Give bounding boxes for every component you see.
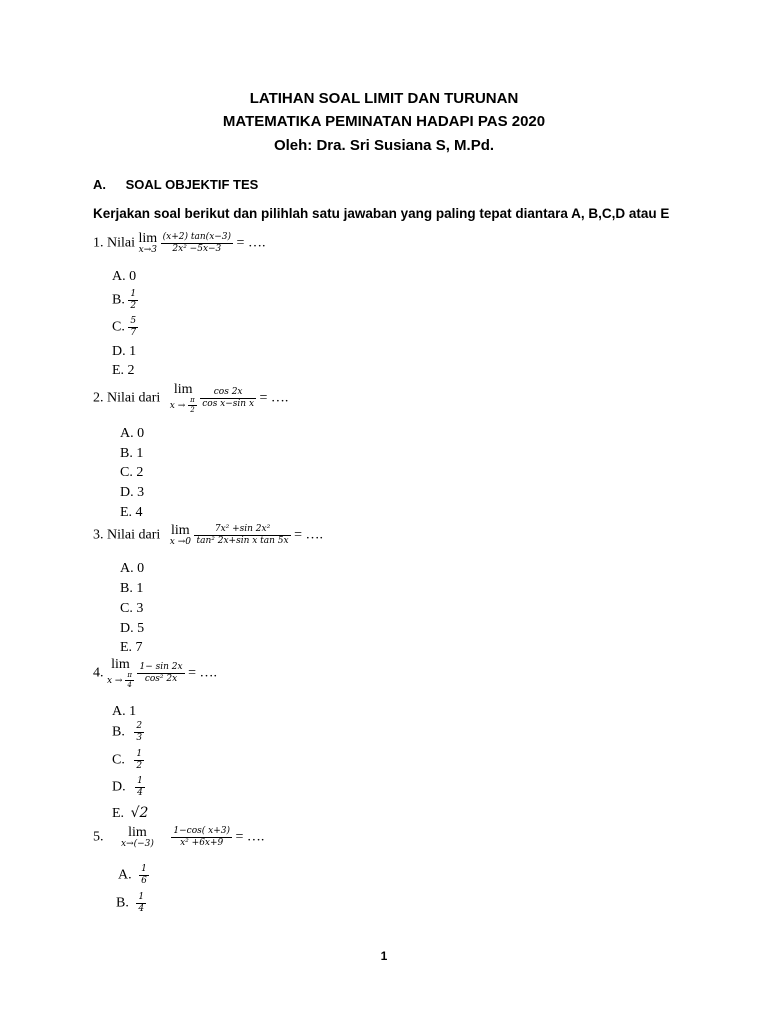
- section-letter: A.: [93, 177, 106, 192]
- fraction: $\frac{1}{4}$: [138, 892, 145, 914]
- option-d: D. 1: [112, 344, 137, 359]
- question-5-prefix: 5.: [93, 829, 104, 845]
- option-a: A. 1: [112, 704, 137, 719]
- question-5-tail: = ….: [235, 829, 265, 845]
- question-1-tail: = ….: [236, 235, 266, 251]
- option-a: A. 0: [112, 269, 137, 284]
- question-2-prefix: 2. Nilai dari: [93, 390, 161, 406]
- limit-operator: lim x → $\frac{\pi}{2}$: [169, 382, 195, 414]
- section-heading: [93, 177, 258, 192]
- option-c: C. $\frac{5}{7}$: [112, 316, 137, 338]
- doc-title-line-1: LATIHAN SOAL LIMIT DAN TURUNAN: [249, 90, 519, 107]
- option-b: B. 1: [120, 581, 144, 596]
- option-c: C. $\frac{1}{2}$: [112, 749, 143, 771]
- option-c: C. 2: [120, 465, 144, 480]
- fraction: $\frac{1}{2}$: [136, 749, 143, 771]
- limit-operator: lim x → $\frac{\pi}{4}$: [107, 657, 132, 689]
- fraction: $\frac{1}{6}$: [141, 864, 147, 886]
- question-1: [93, 232, 265, 255]
- question-5: [93, 826, 264, 849]
- sqrt-value: √2: [130, 805, 149, 821]
- option-d: D. 3: [120, 485, 145, 500]
- question-4-tail: = ….: [188, 665, 217, 681]
- page-number: 1: [380, 949, 388, 963]
- option-e: E. 7: [120, 640, 143, 655]
- option-b: B. $\frac{1}{2}$: [112, 289, 137, 311]
- question-2-tail: = ….: [259, 390, 289, 406]
- option-d: D. 5: [120, 621, 145, 636]
- option-e: E. √2: [112, 805, 149, 821]
- question-3-prefix: 3. Nilai dari: [93, 527, 161, 543]
- option-a: A. 0: [120, 426, 145, 441]
- section-title: SOAL OBJEKTIF TES: [125, 177, 259, 192]
- option-d: D. $\frac{1}{4}$: [112, 776, 143, 798]
- option-b: B. 1: [120, 446, 144, 461]
- option-a: A. $\frac{1}{6}$: [118, 864, 147, 886]
- fraction: $\frac{5}{7}$: [130, 316, 137, 338]
- doc-title-line-3: Oleh: Dra. Sri Susiana S, M.Pd.: [273, 137, 495, 154]
- question-3-tail: = ….: [294, 527, 324, 543]
- option-b: B. $\frac{2}{3}$: [112, 721, 143, 743]
- question-1-prefix: 1. Nilai: [93, 235, 135, 251]
- fraction: $\frac{\text{7x² +sin 2x²}}{\text{tan² 2x+sin x tan 5x}}$: [196, 524, 289, 546]
- fraction: $\frac{1}{2}$: [130, 289, 137, 311]
- fraction: $\frac{1- \sin 2x}{\text{cos² 2x}}$: [139, 662, 183, 684]
- option-e: E. 4: [120, 505, 143, 520]
- option-c: C. 3: [120, 601, 144, 616]
- question-3: [93, 524, 323, 547]
- option-b: B. $\frac{1}{4}$: [116, 892, 145, 914]
- fraction: $\frac{2}{3}$: [136, 721, 143, 743]
- instruction-text: Kerjakan soal berikut dan pilihlah satu jawaban yang paling tepat diantara A, B,C,D atau E: [93, 206, 670, 221]
- option-e: E. 2: [112, 363, 135, 378]
- limit-operator: lim x→(−3): [121, 825, 154, 849]
- limit-operator: lim x →0: [169, 523, 191, 547]
- question-4-prefix: 4.: [93, 665, 104, 681]
- option-a: A. 0: [120, 561, 145, 576]
- fraction: $\frac{1}{4}$: [137, 776, 143, 798]
- limit-operator: lim x→3: [138, 231, 158, 255]
- fraction: $\frac{1-\cos( x+3)}{\text{x² +6x+9}}$: [173, 826, 230, 848]
- doc-title-line-2: MATEMATIKA PEMINATAN HADAPI PAS 2020: [222, 113, 546, 130]
- question-2: [93, 383, 288, 414]
- question-4: [93, 658, 217, 689]
- fraction: $\frac{(x+2) \tan(x-3)}{\text{2x² −5x−3}}$: [162, 232, 232, 254]
- fraction: $\frac{\cos 2x}{\text{cos x−sin x}}$: [202, 387, 255, 409]
